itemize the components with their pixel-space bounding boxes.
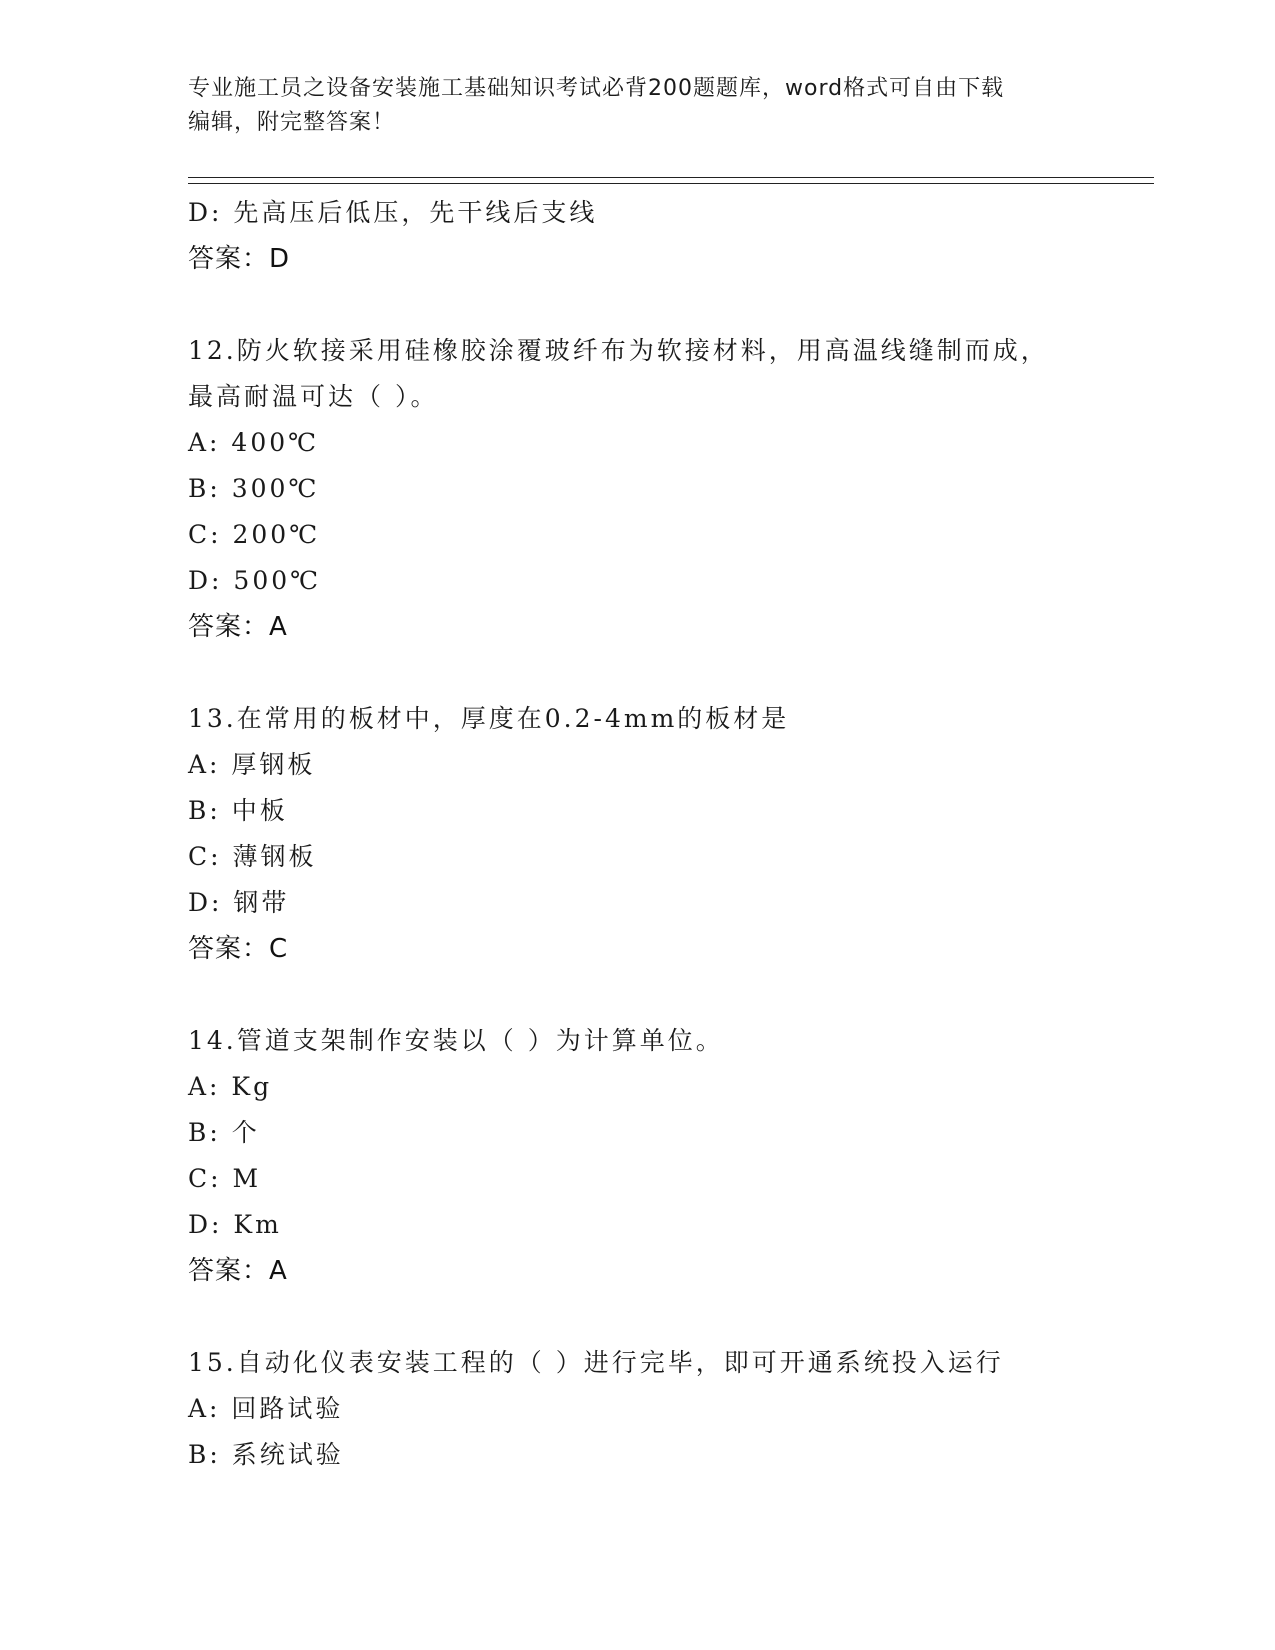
question-13-option-b: B: 中板 (188, 796, 288, 825)
question-12-option-c: C: 200℃ (188, 520, 321, 549)
question-12-option-a: A: 400℃ (188, 428, 320, 457)
question-13 (188, 696, 1088, 972)
question-list (188, 190, 1088, 1478)
question-15-option-a: A: 回路试验 (188, 1394, 344, 1423)
question-12-title-line-2: 最高耐温可达（ ）。 (188, 382, 439, 411)
question-12-title-line-1: 12.防火软接采用硅橡胶涂覆玻纤布为软接材料，用高温线缝制而成， (188, 336, 1049, 365)
question-14-option-d: D: Km (188, 1210, 282, 1239)
question-13-answer: 答案：C (188, 934, 289, 964)
question-14-title: 14.管道支架制作安装以（ ）为计算单位。 (188, 1026, 724, 1055)
spacer (188, 972, 1088, 1018)
question-12 (188, 328, 1088, 650)
question-15-option-b: B: 系统试验 (188, 1440, 344, 1469)
spacer (188, 1294, 1088, 1340)
question-12-answer: 答案：A (188, 612, 288, 642)
question-14 (188, 1018, 1088, 1294)
question-13-option-a: A: 厚钢板 (188, 750, 316, 779)
header-line-1: 专业施工员之设备安装施工基础知识考试必背200题题库，word格式可自由下载 (188, 76, 1005, 101)
question-14-answer: 答案：A (188, 1256, 288, 1286)
question-13-option-d: D: 钢带 (188, 888, 290, 917)
question-14-option-b: B: 个 (188, 1118, 260, 1147)
prev-option-d: D: 先高压后低压，先干线后支线 (188, 198, 598, 227)
header-rule-bottom (188, 183, 1154, 184)
question-15 (188, 1340, 1088, 1478)
header-line-2: 编辑，附完整答案！ (188, 110, 396, 135)
spacer (188, 282, 1088, 328)
question-13-option-c: C: 薄钢板 (188, 842, 317, 871)
question-14-option-a: A: Kg (188, 1072, 273, 1101)
document-header (188, 72, 1088, 140)
question-14-option-c: C: M (188, 1164, 262, 1193)
prev-answer: 答案：D (188, 244, 291, 274)
header-rule-top (188, 177, 1154, 178)
question-12-option-b: B: 300℃ (188, 474, 320, 503)
question-15-title: 15.自动化仪表安装工程的（ ）进行完毕，即可开通系统投入运行 (188, 1348, 1004, 1377)
question-13-title: 13.在常用的板材中，厚度在0.2-4mm的板材是 (188, 704, 790, 733)
spacer (188, 650, 1088, 696)
question-12-option-d: D: 500℃ (188, 566, 322, 595)
